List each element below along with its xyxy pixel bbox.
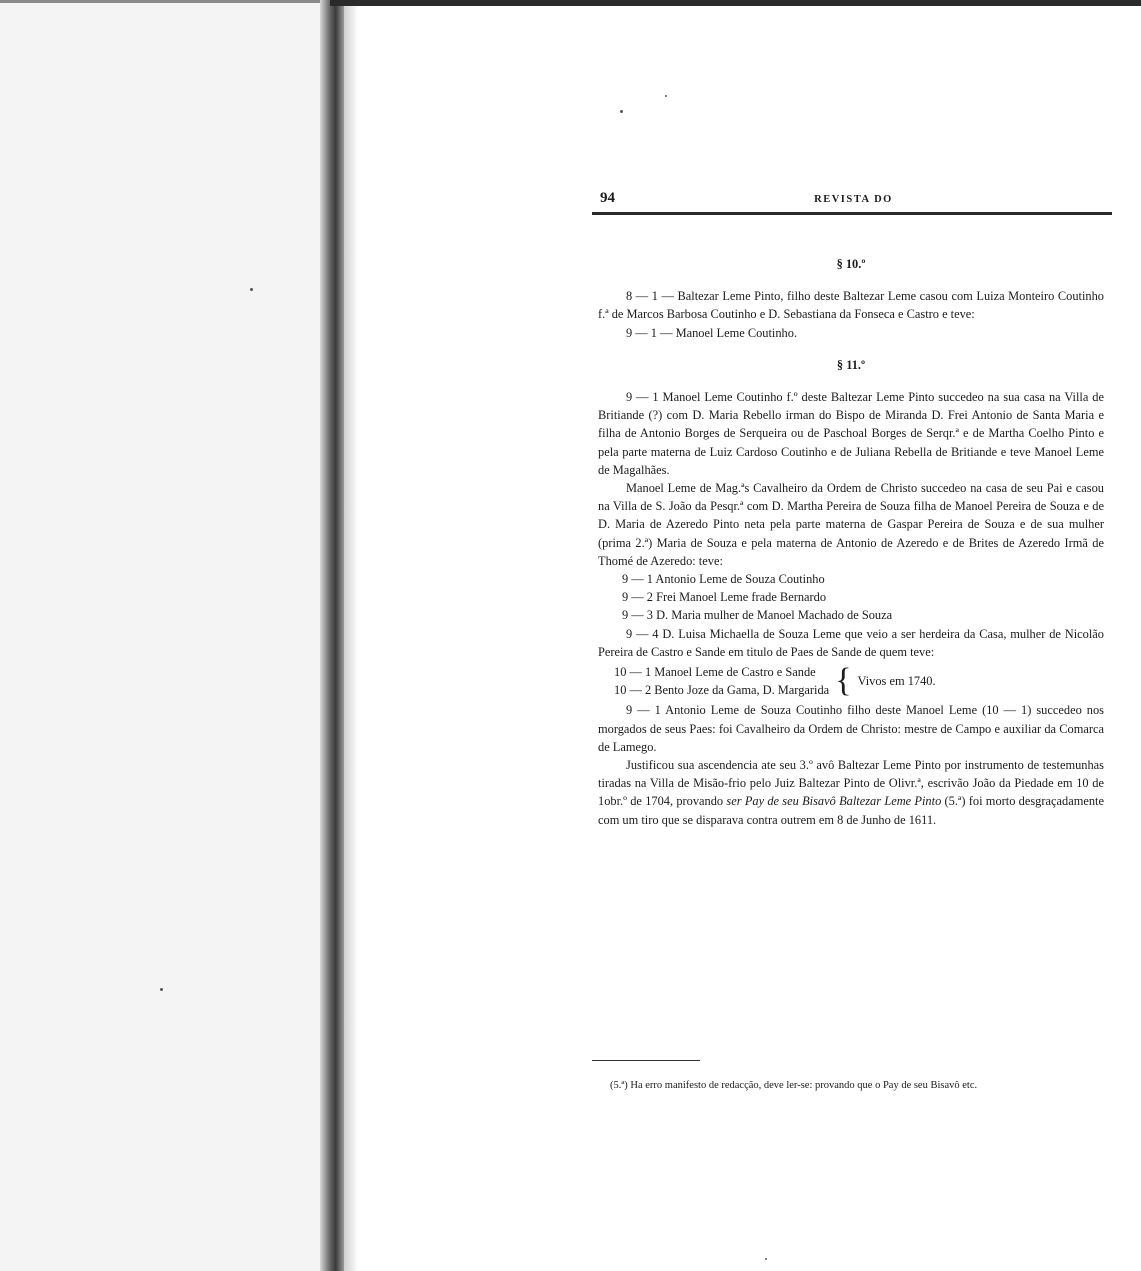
left-page-margin xyxy=(0,0,330,1271)
paper-speck xyxy=(765,1258,767,1260)
paper-speck xyxy=(250,288,253,291)
descendants-brace-group xyxy=(598,663,1104,699)
paragraph: 8 — 1 — Baltezar Leme Pinto, filho deste Baltezar Leme casou com Luiza Monteiro Coutinho f.ª de Marcos Barbosa Coutinho e D. Sebastiana da Fonseca e Castro e teve: xyxy=(598,289,1104,322)
list-item: 9 — 1 Antonio Leme de Souza Coutinho xyxy=(622,572,825,587)
book-gutter xyxy=(320,0,344,1271)
brace-note: Vivos em 1740. xyxy=(857,674,936,689)
italic-phrase: ser Pay de seu Bisavô Baltezar Leme Pinto xyxy=(726,794,942,809)
left-page-top-edge xyxy=(0,0,330,3)
gutter-shadow xyxy=(344,0,358,1271)
paper-speck xyxy=(665,95,667,97)
running-head: REVISTA DO xyxy=(814,194,893,205)
brace-lines xyxy=(598,663,829,699)
list-item: 9 — 2 Frei Manoel Leme frade Bernardo xyxy=(622,590,827,605)
paragraph: 9 — 1 — Manoel Leme Coutinho. xyxy=(626,325,798,340)
page-header xyxy=(592,190,1115,212)
footnote-rule xyxy=(592,1060,700,1061)
footnote xyxy=(588,1078,1100,1093)
brace-glyph: { xyxy=(835,662,852,700)
section-heading-10: § 10.º xyxy=(836,257,866,271)
section-heading-11: § 11.º xyxy=(836,357,866,372)
paragraph: Manoel Leme de Mag.ªs Cavalheiro da Ordem de Christo succedeo na casa de seu Pai e casou na Villa de S. João da Pesqr.ª com D. Martha Pereira de Souza filha de Manoel Pereira de Souza e de D. Maria de Azeredo Pinto neta pela parte materna de Gaspar Pereira de Souza e de sua mulher (prima 2.ª) Maria de Souza e pela materna de Antonio de Azeredo e de Brites de Azeredo Irmã de Thomé de Azeredo: teve: xyxy=(598,481,1104,568)
list-item: 10 — 1 Manoel Leme de Castro e Sande xyxy=(614,665,816,680)
header-rule xyxy=(592,212,1112,215)
paragraph: 9 — 1 Antonio Leme de Souza Coutinho filho deste Manoel Leme (10 — 1) succedeo nos morgados de seus Paes: foi Cavalheiro da Ordem de Christo: mestre de Campo e auxiliar da Comarca de Lamego. xyxy=(598,703,1104,754)
paper-speck xyxy=(620,110,623,113)
list-item: 10 — 2 Bento Joze da Gama, D. Margarida xyxy=(614,683,830,698)
paragraph xyxy=(598,756,1104,829)
footnote-text: (5.ª) Ha erro manifesto de redacção, deve ler-se: provando que o Pay de seu Bisavô etc. xyxy=(610,1080,978,1091)
page-number: 94 xyxy=(600,190,615,206)
right-page-top-edge xyxy=(330,0,1141,6)
page-body xyxy=(598,255,1104,829)
paragraph-text: (5.ª) foi morto desgraçadamente com um tiro que se disparava contra outrem em 8 de Junho de 1611. xyxy=(598,794,1104,827)
paragraph: 9 — 4 D. Luisa Michaella de Souza Leme que veio a ser herdeira da Casa, mulher de Nicolão Pereira de Castro e Sande em titulo de Paes de Sande de quem teve: xyxy=(598,626,1104,659)
paragraph: 9 — 1 Manoel Leme Coutinho f.º deste Baltezar Leme Pinto succedeo na sua casa na Villa de Britiande (?) com D. Maria Rebello irman do Bispo de Miranda D. Frei Antonio de Santa Maria e filha de Antonio Borges de Serqueira ou de Paschoal Borges de Serqr.ª e de Martha Coelho Pinto e pela parte materna de Luiz Cardoso Coutinho e de Juliana Rebella de Britiande e teve Manoel Leme de Magalhães. xyxy=(598,390,1104,477)
paper-speck xyxy=(160,988,163,991)
paragraph-text: Justificou sua ascendencia ate seu 3.º avô Baltezar Leme Pinto por instrumento de testemunhas tiradas na Villa de Misão-frio pelo Juiz Baltezar Pinto de Olivr.ª, escrivão João da Piedade em 10 de 1obr.º de 1704, provando xyxy=(598,758,1104,809)
list-item: 9 — 3 D. Maria mulher de Manoel Machado de Souza xyxy=(622,608,893,623)
